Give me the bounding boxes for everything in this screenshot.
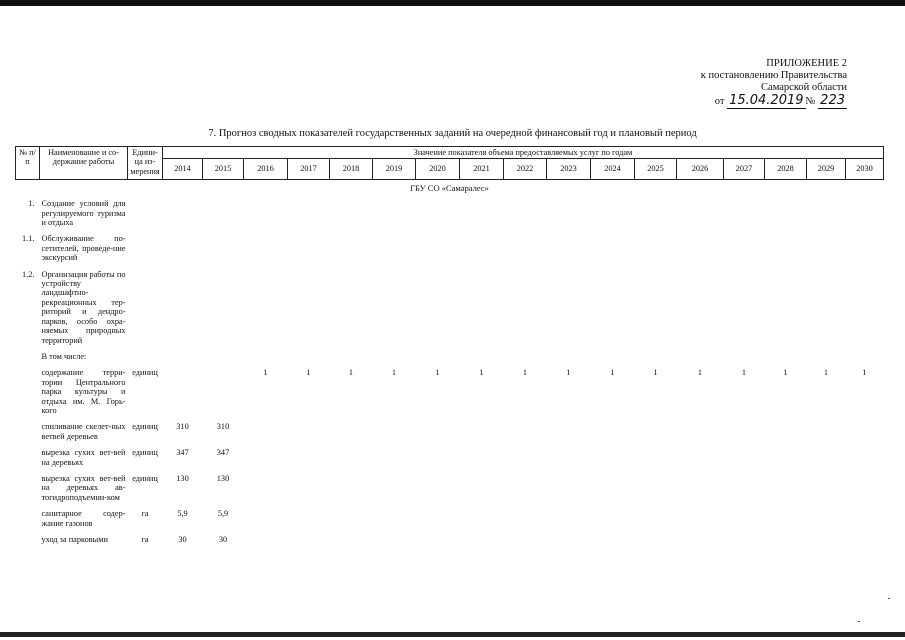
row-value: 1 [263,368,268,378]
row-unit: единиц [132,473,158,483]
row-value [416,472,460,507]
row-value [547,533,591,549]
row-value: 1 [348,368,354,378]
row-work-name: уход за парковыми [41,535,108,544]
row-value [846,507,884,533]
row-number [16,350,40,366]
row-value: 310 [216,422,230,432]
row-value [203,197,244,232]
row-value [846,533,884,549]
row-unit: единиц [132,368,158,378]
row-value [244,533,288,549]
row-value [547,197,591,232]
row-value [635,507,677,533]
row-value: 1 [823,368,829,378]
row-value: 1 [741,368,747,378]
header-year: 2022 [504,159,547,179]
row-work-name: вырезка сухих вет-вей на деревьях [41,448,126,467]
row-value [504,446,547,472]
row-value [288,507,330,533]
row-value [724,472,765,507]
row-value [677,197,724,232]
row-value [288,268,330,350]
header-work-name: Наименование и со-держание работы [40,147,128,180]
row-value [765,472,807,507]
row-value [677,446,724,472]
header-year: 2025 [635,159,677,179]
appendix-date-line [701,95,847,108]
row-value [765,507,807,533]
row-value [591,197,635,232]
row-value [547,472,591,507]
row-value [635,446,677,472]
row-value [677,533,724,549]
row-value [807,420,846,446]
appendix-block [701,58,847,108]
row-value [591,268,635,350]
row-value: 5,9 [217,509,229,519]
row-value [724,446,765,472]
row-value [416,533,460,549]
row-work-name: Создание условий для регулируемого туризма и отдыха [41,199,126,228]
handwritten-date: 15.04.2019 [729,93,804,108]
row-value [330,533,373,549]
row-value [547,420,591,446]
table-row [16,446,884,472]
row-value [163,350,203,366]
row-value [591,232,635,267]
row-value [288,533,330,549]
scan-speck [888,598,890,599]
row-value: 1 [522,368,528,378]
row-value [373,420,416,446]
row-value: 30 [218,535,228,544]
row-value [504,533,547,549]
row-value: 5,9 [177,509,188,519]
row-value [373,507,416,533]
scan-bottom-border [0,632,905,637]
header-year: 2016 [244,159,288,179]
row-value [765,350,807,366]
row-value: 130 [176,473,189,483]
header-year: 2023 [547,159,591,179]
row-value [547,268,591,350]
row-value [807,472,846,507]
row-value [416,507,460,533]
row-value [591,420,635,446]
row-value [330,350,373,366]
header-year: 2018 [330,159,373,179]
row-value [330,472,373,507]
row-value [635,232,677,267]
row-work-name: вырезка сухих вет-вей на деревьях ав-тогидроподъемни-ком [41,473,126,502]
row-value [765,232,807,267]
appendix-resolution: к постановлению Правительства [700,70,847,81]
row-number [16,507,40,533]
row-value [635,533,677,549]
row-value: 1 [479,368,484,378]
row-value [591,507,635,533]
row-unit [128,350,163,366]
row-value [460,350,504,366]
row-unit [128,197,163,232]
table-row [16,507,884,533]
row-value [416,232,460,267]
row-number: 1.1. [22,234,35,244]
forecast-table [15,146,884,549]
row-value: 1 [435,368,440,378]
appendix-region: Самарской области [761,82,847,93]
table-row [16,268,884,350]
table-row [16,420,884,446]
row-value [677,350,724,366]
row-value [504,472,547,507]
row-value [724,420,765,446]
row-value [635,197,677,232]
row-value [203,366,244,420]
row-value [591,533,635,549]
row-value [244,232,288,267]
row-value: 30 [178,535,187,544]
header-year: 2029 [807,159,846,179]
row-work-name: В том числе: [41,351,87,361]
row-value [244,446,288,472]
header-number: № п/п [16,147,40,180]
row-value [288,420,330,446]
organization-row [16,179,884,197]
row-value [244,472,288,507]
row-value [460,446,504,472]
row-value [846,268,884,350]
header-year: 2021 [460,159,504,179]
row-value: 1 [610,368,615,378]
row-value: 310 [176,422,189,432]
row-unit: га [141,535,149,544]
row-work-name: содержание терри-тории Центрального парка культуры и отдыха им. М. Горь-кого [41,368,126,415]
row-value: 1 [306,368,311,378]
row-value [504,507,547,533]
row-value [460,472,504,507]
row-value: 1 [783,368,788,378]
row-unit [128,232,163,267]
row-value [330,197,373,232]
row-value [244,507,288,533]
row-value [547,350,591,366]
row-value [288,446,330,472]
row-value [330,507,373,533]
row-value [724,268,765,350]
row-value [765,533,807,549]
row-value [547,446,591,472]
row-value [591,472,635,507]
header-year: 2019 [373,159,416,179]
row-value: 1 [566,368,571,378]
header-year: 2028 [765,159,807,179]
row-value [807,533,846,549]
header-year: 2027 [724,159,765,179]
table-row [16,366,884,420]
row-value [846,420,884,446]
row-value: 347 [216,448,230,458]
row-value [373,268,416,350]
row-value [416,268,460,350]
row-value [765,268,807,350]
row-value [244,350,288,366]
row-value [724,232,765,267]
row-value [373,472,416,507]
row-value [504,197,547,232]
row-value [373,350,416,366]
row-value [724,507,765,533]
row-unit [128,268,163,350]
row-value [724,350,765,366]
row-value [765,197,807,232]
row-value [288,232,330,267]
row-value [846,197,884,232]
header-year: 2026 [677,159,724,179]
row-value [330,446,373,472]
table-body [16,179,884,549]
header-values: Значение показателя объема предоставляемых услуг по годам [163,147,884,159]
row-value [807,232,846,267]
date-prefix: от [714,96,725,107]
number-sign: № [805,96,816,107]
row-value [591,350,635,366]
row-value [460,197,504,232]
row-value [288,350,330,366]
row-value [635,268,677,350]
row-unit: единиц [132,448,158,458]
row-value [203,268,244,350]
row-value [635,350,677,366]
handwritten-number: 223 [820,93,845,108]
row-value [504,420,547,446]
row-number [16,446,40,472]
table-row [16,533,884,549]
row-value [504,268,547,350]
header-year: 2015 [203,159,244,179]
row-value [504,350,547,366]
row-value [677,420,724,446]
row-work-name: спиливание скелет-ных ветвей деревьев [41,422,126,441]
row-value: 130 [216,473,230,483]
organization-name: ГБУ СО «Самаралес» [410,182,489,193]
row-value [635,472,677,507]
row-value [677,507,724,533]
row-value [846,446,884,472]
row-value [807,268,846,350]
row-value: 1 [862,368,867,378]
row-unit: единиц [132,422,158,432]
row-value [677,472,724,507]
row-value [373,197,416,232]
row-value [807,507,846,533]
header-year: 2020 [416,159,460,179]
row-value [460,268,504,350]
row-value [203,232,244,267]
table-row [16,197,884,232]
row-value [846,232,884,267]
row-value [547,232,591,267]
row-number [16,366,40,420]
row-value [373,232,416,267]
header-year: 2017 [288,159,330,179]
row-value [288,197,330,232]
header-year: 2024 [591,159,635,179]
row-value [244,268,288,350]
row-value [807,446,846,472]
row-value [807,197,846,232]
row-value [244,420,288,446]
row-number: 1.2. [22,269,35,279]
scan-speck [858,621,860,622]
row-number: 1. [28,199,35,209]
row-value [765,446,807,472]
table-row [16,350,884,366]
row-value [846,472,884,507]
row-value: 1 [653,368,658,378]
row-value [460,507,504,533]
header-year: 2014 [163,159,203,179]
appendix-heading: ПРИЛОЖЕНИЕ 2 [766,58,847,69]
scan-top-border [0,0,905,6]
row-work-name: Обслуживание по-сетителей, проведе-ние экскурсий [41,234,126,263]
row-value [163,268,203,350]
row-number [16,533,40,549]
row-value [765,420,807,446]
row-value [460,533,504,549]
row-value [677,232,724,267]
row-value [330,232,373,267]
row-value [163,232,203,267]
row-value [591,446,635,472]
row-value [635,420,677,446]
row-value [547,507,591,533]
row-value [460,232,504,267]
row-value [724,533,765,549]
row-work-name: санитарное содер-жание газонов [41,509,126,528]
row-value [504,232,547,267]
row-value [330,420,373,446]
row-work-name: Организация работы по устройству ландшафтно-рекреационных тер-риторий и дендро-парков, особо охра-няемых природных территорий [41,269,126,345]
row-unit: га [141,509,149,519]
row-value [416,350,460,366]
row-value [846,350,884,366]
table-row [16,472,884,507]
row-value [807,350,846,366]
row-number [16,420,40,446]
document-title: 7. Прогноз сводных показателей государственных заданий на очередной финансовый год и плановый период [208,128,697,139]
row-value [330,268,373,350]
row-value [416,446,460,472]
header-year: 2030 [846,159,884,179]
row-value: 1 [391,368,397,378]
row-value [203,350,244,366]
row-value [460,420,504,446]
row-value: 347 [176,448,189,458]
header-unit: Едини-ца из-мерения [128,147,163,180]
row-value [288,472,330,507]
row-value: 1 [697,368,703,378]
row-value [677,268,724,350]
row-value [416,420,460,446]
row-value [416,197,460,232]
row-value [163,366,203,420]
row-value [244,197,288,232]
row-value [373,446,416,472]
row-value [373,533,416,549]
table-row [16,232,884,267]
row-value [163,197,203,232]
row-number [16,472,40,507]
row-value [724,197,765,232]
